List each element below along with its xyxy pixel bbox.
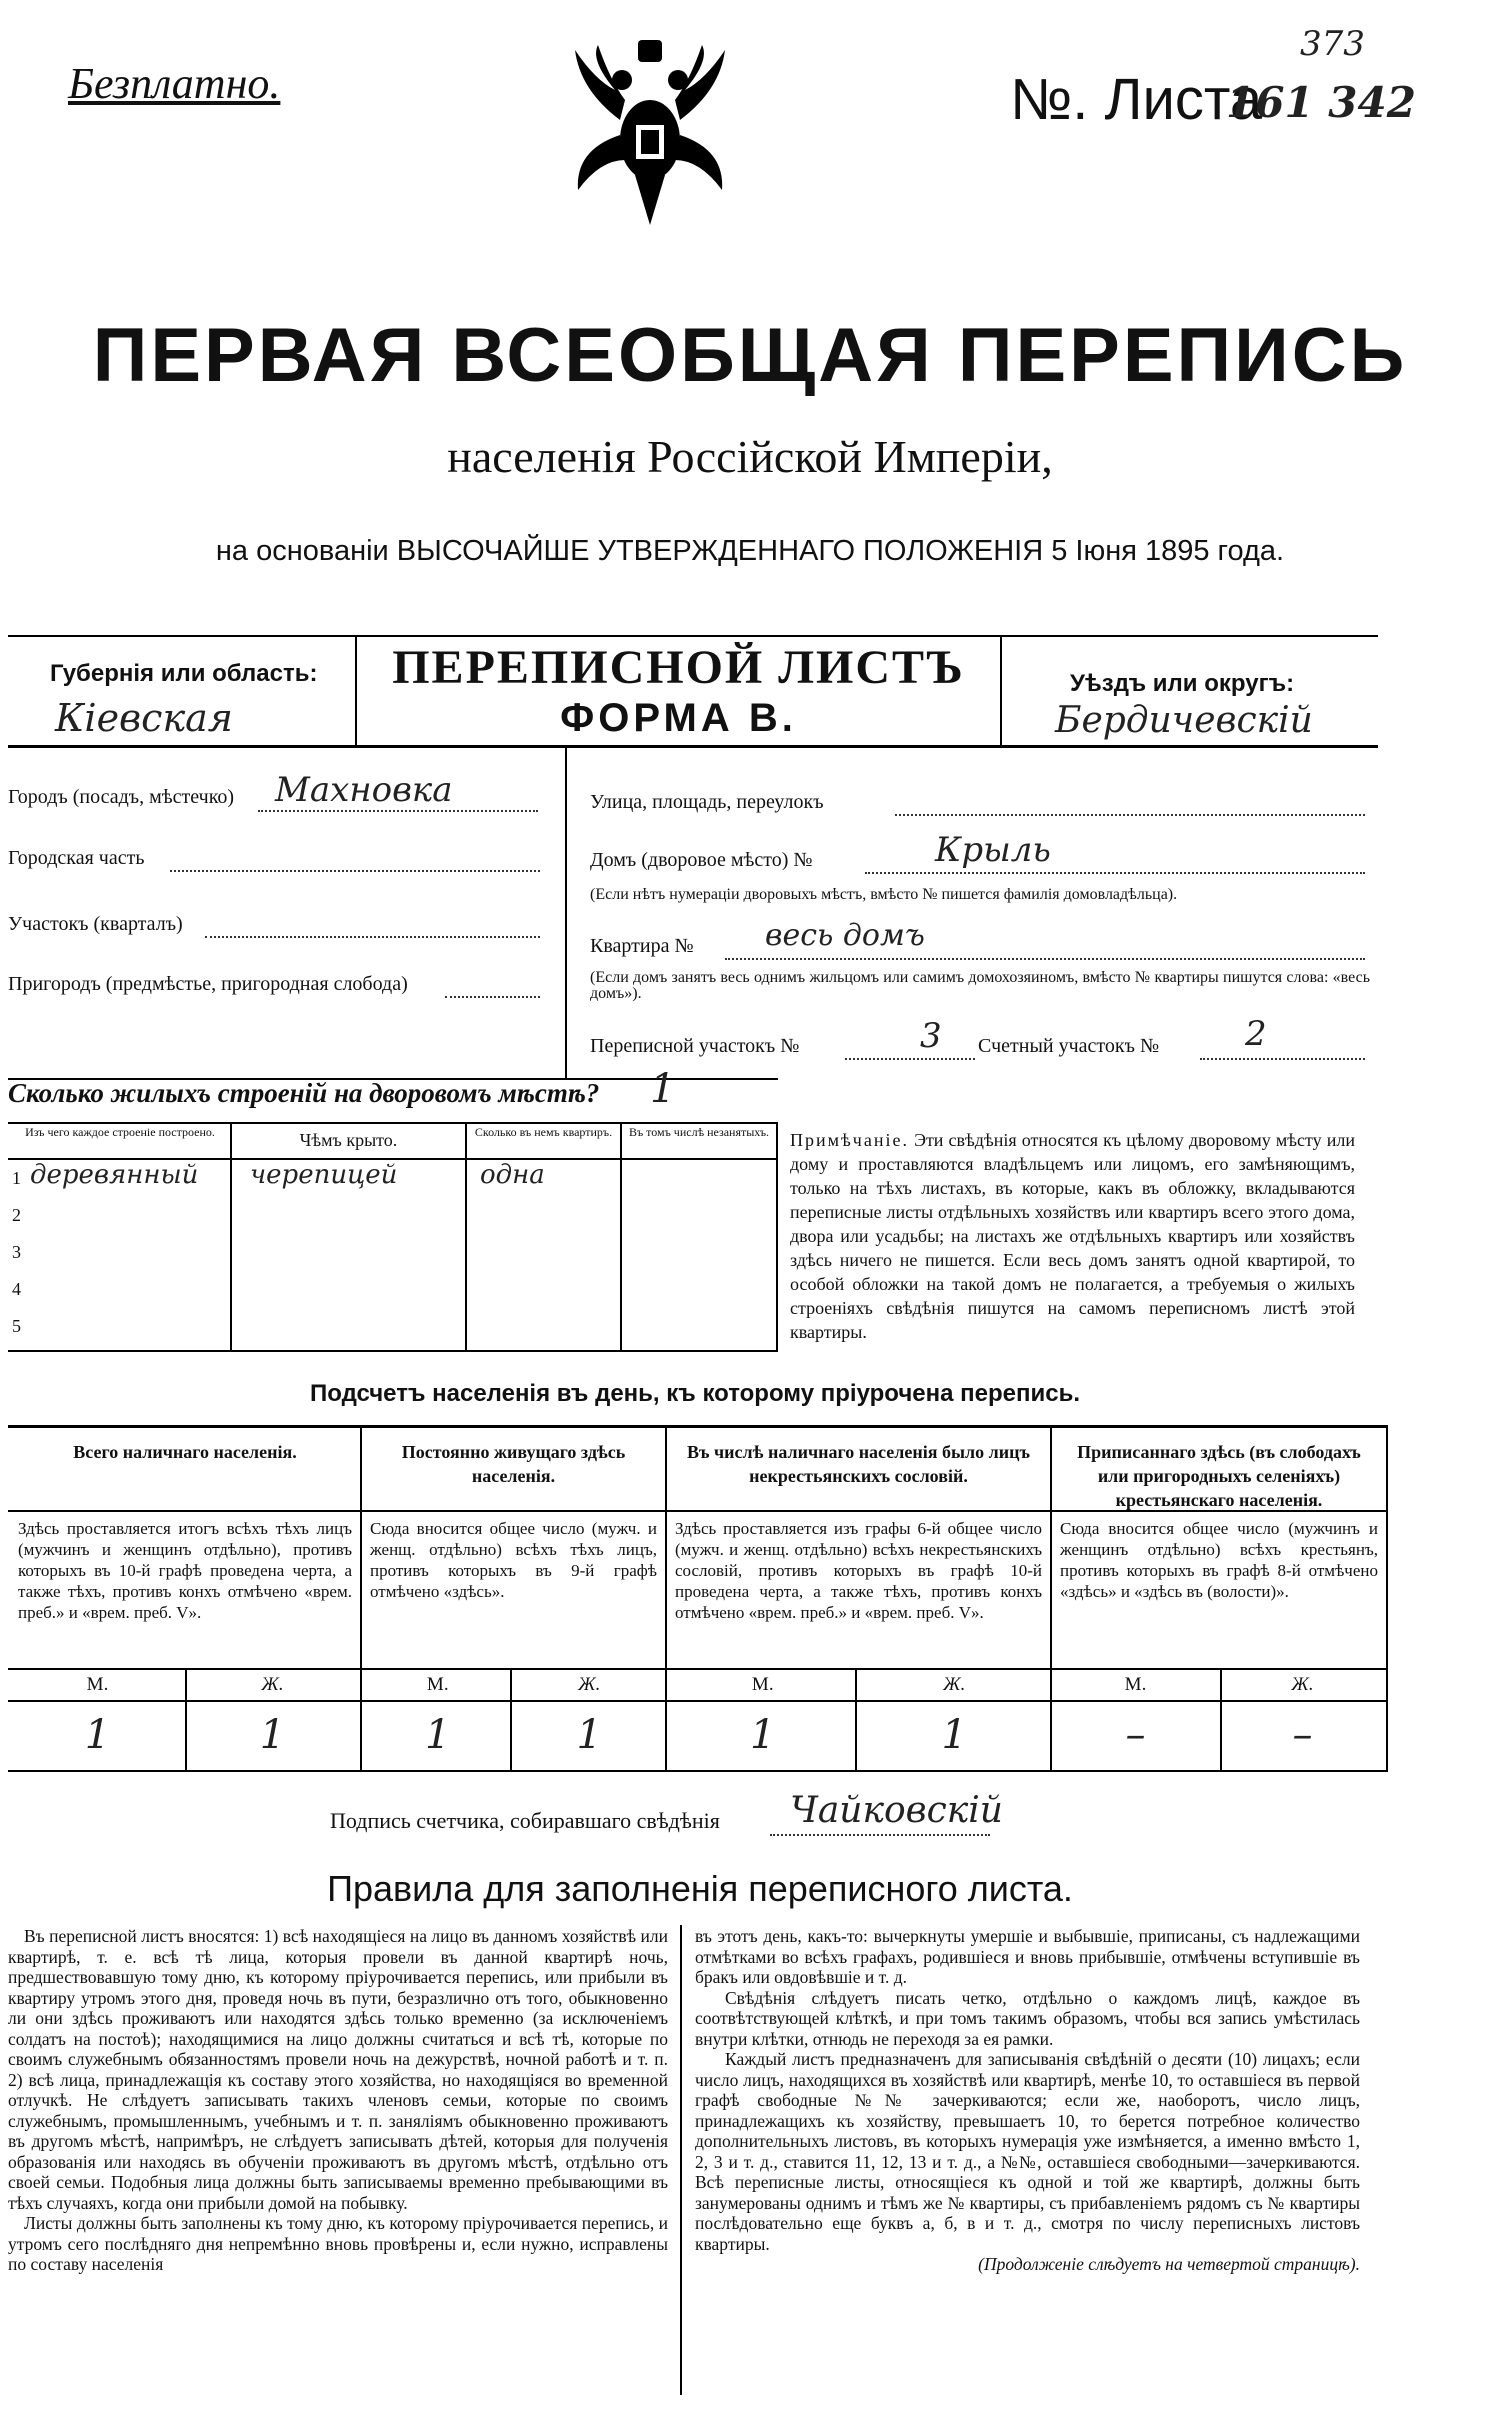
female-count: 1 (259, 1712, 286, 1758)
house-label: Домъ (дворовое мѣсто) № (590, 849, 813, 871)
row-number: 4 (12, 1279, 21, 1299)
rules-right-p2: Свѣдѣнія слѣдуетъ писать четко, отдѣльно о каждомъ лицѣ, каждое въ соотвѣтствующей клѣткѣ, и при томъ такимъ образомъ, чтобы вся запись умѣстилась внутри клѣтки, отнюдь не переходя за ея рамки. (695, 1987, 1360, 2049)
male-count: – (1125, 1712, 1146, 1758)
col-material-header: Изъ чего каждое строеніе построено. (25, 1125, 215, 1139)
house-value: Крыль (935, 830, 1051, 870)
form-variant: ФОРМА В. (560, 696, 797, 740)
female-label: Ж. (943, 1674, 966, 1695)
building-flats: одна (480, 1160, 545, 1190)
free-label: Безплатно. (68, 59, 281, 108)
signature-label: Подпись счетчика, собиравшаго свѣдѣнія (330, 1808, 720, 1833)
male-label: М. (751, 1674, 774, 1695)
street-label: Улица, площадь, переулокъ (590, 791, 824, 813)
row-number: 1 (12, 1168, 21, 1188)
population-col-header: Всего наличнаго населенія. (73, 1442, 297, 1462)
building-row (0, 1273, 780, 1310)
rules-left-p2: Листы должны быть заполнены къ тому дню, къ которому пріурочивается перепись, и утромъ сего послѣдняго дня непремѣнно вновь провѣрены и, если нужно, исправлены по составу населенія (8, 2213, 668, 2274)
buildings-question: Сколько жилыхъ строеній на дворовомъ мѣстѣ? (8, 1078, 600, 1108)
uezd-label: Уѣздъ или округъ: (1070, 670, 1295, 697)
building-row (0, 1162, 780, 1199)
suburb-label: Пригородъ (предмѣстье, пригородная слобода) (8, 973, 408, 995)
population-col-desc: Сюда вносится общее число (мужчинъ и женщинъ отдѣльно) всѣхъ крестьянъ, противъ которыхъ въ графѣ 8-й отмѣчено «здѣсь» и «здѣсь въ (волости)». (1060, 1519, 1378, 1601)
flat-note: (Если домъ занятъ весь однимъ жильцомъ или самимъ домохозяиномъ, вмѣсто № квартиры пишутся слова: «весь домъ»). (590, 969, 1370, 1002)
population-col-header: Постоянно живущаго здѣсь населенія. (401, 1442, 626, 1486)
male-label: М. (86, 1674, 109, 1695)
gubernia-value: Кіевская (55, 696, 233, 740)
rules-left-p1: Въ переписной листъ вносятся: 1) всѣ находящіеся на лицо въ данномъ хозяйствѣ или квартирѣ, т. е. всѣ тѣ лица, которыя провели въ данной квартирѣ ночь, предшествовавшую тому дню, къ которому пріурочивается перепись, или прибыли въ квартиру утромъ этого дня, проведя ночь въ пути, безразлично отъ того, обыкновенно ли они здѣсь проживаютъ или находятся здѣсь только временно (за исключеніемъ солдатъ на постоѣ); находящимися на лицо должны считаться и всѣ тѣ, которые по своимъ служебнымъ обязанностямъ провели ночь на дежурствѣ, ночной работѣ и т. п. 2) всѣ лица, принадлежащія къ составу этого хозяйства, но находящіяся во временной отлучкѣ. Не слѣдуетъ записывать такихъ членовъ семьи, которые по своимъ служебнымъ, промышленнымъ, учебнымъ и т. п. заняліямъ обыкновенно проживаютъ въ другомъ мѣстѣ, напримѣръ, не слѣдуетъ записывать дѣтей, которыя для полученія образованія или находясь въ обученіи проживаютъ въ другомъ мѣстѣ, отдѣльно отъ своей семьи. Подобныя лица должны быть записываемы временно пребывающими въ тѣхъ случаяхъ, когда они прибыли домой на побывку. (8, 1926, 668, 2213)
row-number: 3 (12, 1242, 21, 1262)
census-area-value: 3 (920, 1016, 942, 1056)
row-number: 5 (12, 1316, 21, 1336)
building-material: деревянный (30, 1160, 199, 1190)
col-flats-header: Сколько въ немъ квартиръ. (474, 1125, 613, 1139)
note-title: Примѣчаніе. (790, 1130, 909, 1150)
col-vacant-header: Въ томъ числѣ незанятыхъ. (628, 1125, 770, 1139)
building-row (0, 1236, 780, 1273)
census-title: ПЕРВАЯ ВСЕОБЩАЯ ПЕРЕПИСЬ (92, 313, 1408, 398)
buildings-answer: 1 (650, 1066, 676, 1112)
population-title: Подсчетъ населенія въ день, къ которому пріурочена перепись. (310, 1380, 1080, 1407)
census-area-label: Переписной участокъ № (590, 1035, 800, 1057)
double-headed-eagle-icon (570, 40, 730, 230)
house-note: (Если нѣтъ нумераціи дворовыхъ мѣстъ, вмѣсто № пишется фамилія домовладѣльца). (590, 886, 1178, 903)
female-count: – (1292, 1712, 1313, 1758)
male-label: М. (1124, 1674, 1147, 1695)
male-label: М. (426, 1674, 449, 1695)
female-label: Ж. (578, 1674, 601, 1695)
population-col-desc: Здѣсь проставляется изъ графы 6-й общее число (мужч. и женщ. отдѣльно) всѣхъ некрестьянскихъ сословій, противъ которыхъ въ графѣ 10-й проведена черта, а также тѣхъ, противъ конхъ отмѣчено «врем. преб.» и «врем. преб. V». (675, 1519, 1042, 1622)
male-count: 1 (84, 1712, 111, 1758)
building-row (0, 1199, 780, 1236)
signature-value: Чайковскій (790, 1790, 1003, 1831)
census-subtitle: населенія Россійской Имперіи, (447, 431, 1053, 482)
flat-label: Квартира № (590, 935, 694, 957)
count-area-value: 2 (1245, 1014, 1267, 1054)
female-count: 1 (576, 1712, 602, 1758)
census-basis: на основаніи ВЫСОЧАЙШЕ УТВЕРЖДЕННАГО ПОЛОЖЕНІЯ 5 Іюня 1895 года. (215, 535, 1285, 567)
population-col-header: Приписаннаго здѣсь (въ слободахъ или пригородныхъ селеніяхъ) крестьянскаго населенія. (1077, 1442, 1361, 1510)
female-label: Ж. (1291, 1674, 1314, 1695)
form-title: ПЕРЕПИСНОЙ ЛИСТЪ (392, 641, 965, 694)
male-count: 1 (750, 1712, 776, 1758)
buildings-note (790, 1128, 1355, 1344)
female-label: Ж. (261, 1674, 284, 1695)
gubernia-label: Губернія или область: (50, 660, 318, 687)
city-label: Городъ (посадъ, мѣстечко) (8, 786, 235, 808)
rules-title: Правила для заполненія переписного листа. (327, 1868, 1073, 1909)
uezd-value: Бердичевскій (1055, 700, 1313, 741)
female-count: 1 (941, 1712, 967, 1758)
col-roof-header: Чѣмъ крыто. (299, 1130, 398, 1150)
district-label: Участокъ (кварталъ) (8, 913, 183, 935)
rules-continued: (Продолженіе слѣдуетъ на четвертой страницѣ). (978, 2254, 1360, 2274)
rules-right-p3: Каждый листъ предназначенъ для записыванія свѣдѣній о десяти (10) лицахъ; если число лицъ, находящихся въ хозяйствѣ или квартирѣ, менѣе 10, то оставшіеся въ первой графѣ свободные №№ зачеркиваются; если же, наоборотъ, число лицъ, принадлежащихъ къ хозяйству, превышаетъ 10, то берется потребное количество дополнительныхъ листовъ, въ которыхъ нумерація уже измѣняется, а именно вмѣсто 1, 2, 3 и т. д., ставится 11, 12, 13 и т. д., а №№, оставшіеся свободными—зачеркиваются. Всѣ переписные листы, относящіеся къ одной и той же квартирѣ, должны быть занумерованы однимъ и тѣмъ же № квартиры, съ прибавленіемъ рядомъ съ № квартиры послѣдовательно еще буквъ а, б, в и т. д., смотря по числу переписныхъ листовъ квартиры. (695, 2049, 1360, 2254)
sheet-number-value: 161 342 (1226, 78, 1416, 127)
flat-value: весь домъ (765, 918, 925, 953)
male-count: 1 (425, 1712, 451, 1758)
population-col-desc: Здѣсь проставляется итогъ всѣхъ тѣхъ лицъ (мужчинъ и женщинъ отдѣльно), противъ которыхъ въ 10-й графѣ проведена черта, а также тѣхъ, противъ конхъ отмѣчено «врем. преб.» и «врем. преб. V». (18, 1519, 352, 1622)
population-col-header: Въ числѣ наличнаго населенія было лицъ некрестьянскихъ сословій. (687, 1442, 1030, 1486)
note-text: Эти свѣдѣнія относятся къ цѣлому дворовому мѣсту или дому и проставляются владѣльцемъ или лицомъ, его замѣняющимъ, только на тѣхъ листахъ, въ которые, какъ въ обложку, вкладываются переписные листы отдѣльныхъ хозяйствъ или квартиръ всего этого дома, двора или усадьбы; на листахъ же отдѣльныхъ квартиръ или хозяйствъ здѣсь ничего не пишется. Если весь домъ занятъ одной квартирой, то особой обложки на такой домъ не полагается, а требуемыя о жилыхъ строеніяхъ свѣдѣнія пишутся на самомъ переписномъ листѣ этой квартиры. (790, 1130, 1355, 1342)
population-col-desc: Сюда вносится общее число (мужч. и женщ. отдѣльно) всѣхъ тѣхъ лицъ, противъ которыхъ въ 9-й графѣ отмѣчено «здѣсь». (370, 1519, 657, 1601)
sheet-number-top: 373 (1300, 24, 1365, 64)
rules-left-text (8, 1926, 668, 2275)
count-area-label: Счетный участокъ № (978, 1035, 1160, 1057)
building-row (0, 1310, 780, 1347)
city-value: Махновка (275, 770, 453, 810)
city-part-label: Городская часть (8, 847, 145, 869)
rules-right-text (695, 1926, 1360, 2275)
rules-right-p1: въ этотъ день, какъ-то: вычеркнуты умершіе и выбывшіе, приписаны, съ надлежащими отмѣтками во всѣхъ графахъ, родившіеся и вновь прибывшіе, отмѣчены вступившіе въ бракъ или овдовѣвшіе и т. д. (695, 1926, 1360, 1987)
building-roof: черепицей (250, 1160, 398, 1190)
row-number: 2 (12, 1205, 21, 1225)
sheet-number-label: №. Листа (1010, 67, 1263, 132)
